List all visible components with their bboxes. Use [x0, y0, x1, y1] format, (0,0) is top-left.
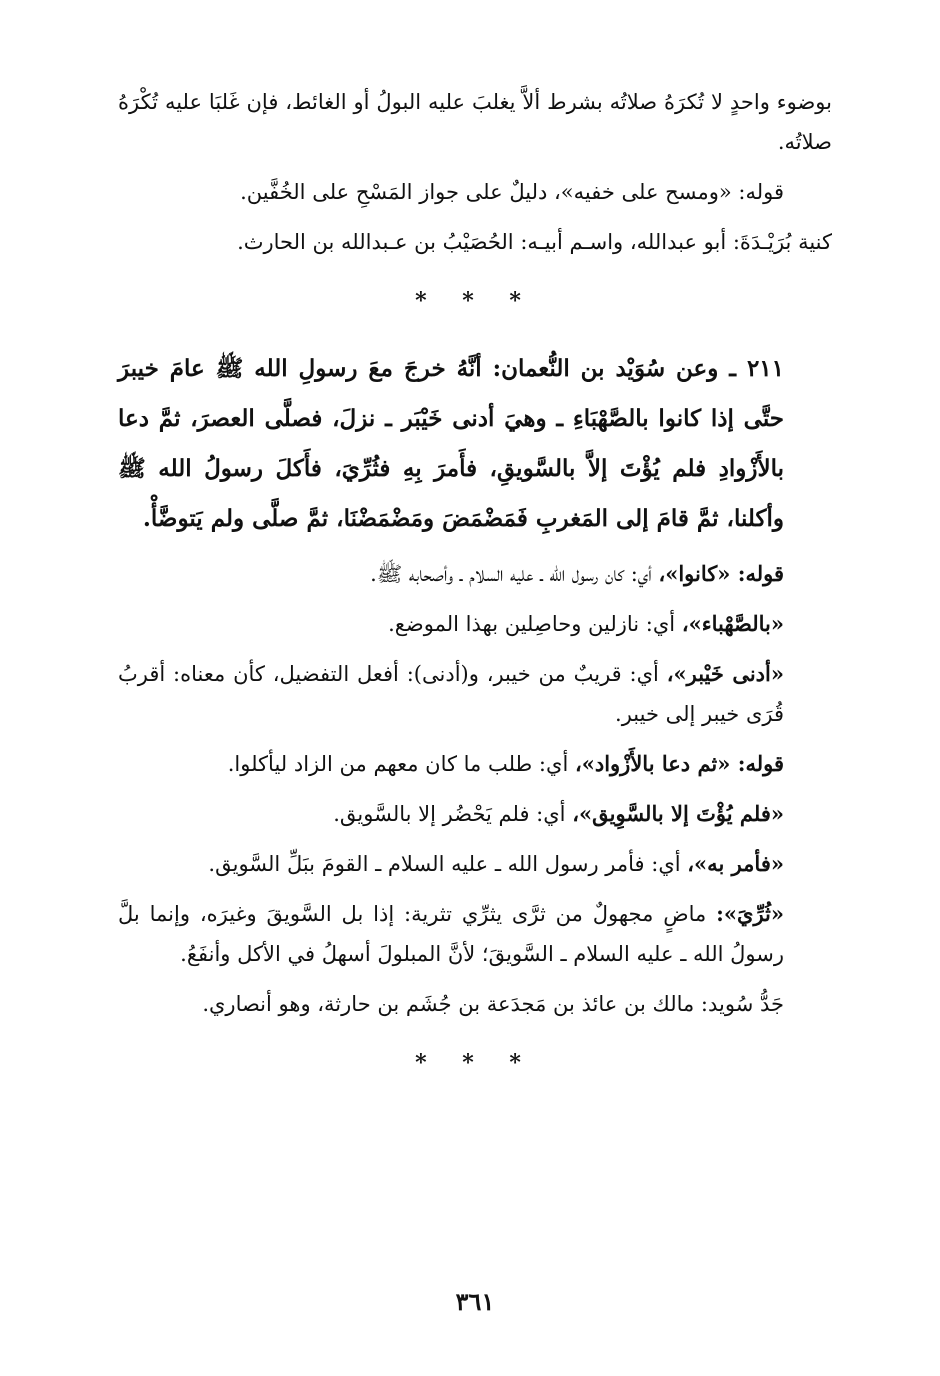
section-separator-2: * * * [415, 1050, 535, 1076]
note-item [118, 744, 832, 784]
note-lead: «فأمر به»، [687, 851, 784, 876]
note-item [118, 984, 832, 1024]
note-item [118, 654, 832, 734]
note-lead: «ثُرِّيَ»: [716, 901, 784, 926]
continuation-paragraph: بوضوء واحدٍ لا تُكرَهُ صلاتُه بشرط ألاَّ يغلبَ عليه البولُ أو الغائط، فإن غَلبَا عليه تُكْرَهُ صلاتُه. [118, 90, 832, 154]
note-lead: «أدنى خَيْبر»، [666, 661, 784, 686]
page-body [118, 82, 832, 1316]
commentary-notes [118, 554, 832, 1024]
note-item [118, 894, 832, 974]
note-text: أي: قريبٌ من خيبر، و(أدنى): أفعل التفضيل، كأن معناه: أقربُ قُرَى خيبر إلى خيبر. [118, 662, 784, 726]
note-lead: «فلم يُؤْتَ إلا بالسَّوِيق»، [572, 801, 784, 826]
page-number: ٣٦١ [455, 1287, 495, 1316]
section-separator-1: * * * [415, 288, 535, 314]
note-text: أي: طلب ما كان معهم من الزاد ليأكلوا. [227, 752, 575, 776]
note-text: ماضٍ مجهولٌ من ثرَّى يثرِّي تثرية: إذا بل السَّويقَ وغيرَه، وإنما بلَّ رسولُ الله ـ عليه السلام ـ السَّويقَ؛ لأنَّ المبلولَ أسهلُ في الأكل وأنفَعُ. [118, 902, 784, 966]
hadith-211: ٢١١ ـ وعن سُوَيْد بن النُّعمان: أنَّهُ خرجَ معَ رسولِ الله ﷺ عامَ خيبرَ حتَّى إذا كانوا بالصَّهْبَاءِ ـ وهيَ أدنى خَيْبَر ـ نزلَ، فصلَّى العصرَ، ثمَّ دعا بالأَزْوادِ فلم يُؤْتَ إلاَّ بالسَّويقِ، فأَمرَ بِهِ فثُرِّيَ، فأَكلَ رسولُ الله ﷺ وأكلنا، ثمَّ قامَ إلى المَغربِ فَمَضْمَضَ ومَضْمَضْنَا، ثمَّ صلَّى ولم يَتوضَّأْ. [118, 355, 784, 532]
note-text: جَدُّ سُويد: مالك بن عائذ بن مَجدَعة بن جُشَم بن حارثة، وهو أنصاري. [202, 992, 784, 1016]
note-item [118, 794, 832, 834]
note-lead: قوله: «ثم دعا بالأَزْواد»، [574, 751, 784, 776]
note-item [118, 844, 832, 884]
note-text: أي: فلم يَحْضُر إلا بالسَّويق. [333, 802, 573, 826]
comment-buraydah: كنية بُرَيْـدَةَ: أبو عبدالله، واسـم أبيـه: الحُصَيْبُ بن عـبدالله بن الحارث. [237, 230, 832, 254]
note-text: أي: فأمر رسول الله ـ عليه السلام ـ القومَ ببَلِّ السَّويق. [208, 852, 688, 876]
note-item [118, 604, 832, 644]
note-lead: قوله: «كانوا»، [658, 561, 784, 586]
note-lead: «بالصَّهْباء»، [681, 611, 784, 636]
note-text: أي: كان رسول الله ـ عليه السلام ـ وأصحابه ﷺ. [370, 562, 659, 586]
comment-khuffayn: قوله: «ومسح على خفيه»، دليلٌ على جواز المَسْحِ على الخُفَّين. [240, 180, 784, 204]
note-text: أي: نازلين وحاصِلين بهذا الموضع. [388, 612, 682, 636]
note-item [118, 554, 832, 594]
